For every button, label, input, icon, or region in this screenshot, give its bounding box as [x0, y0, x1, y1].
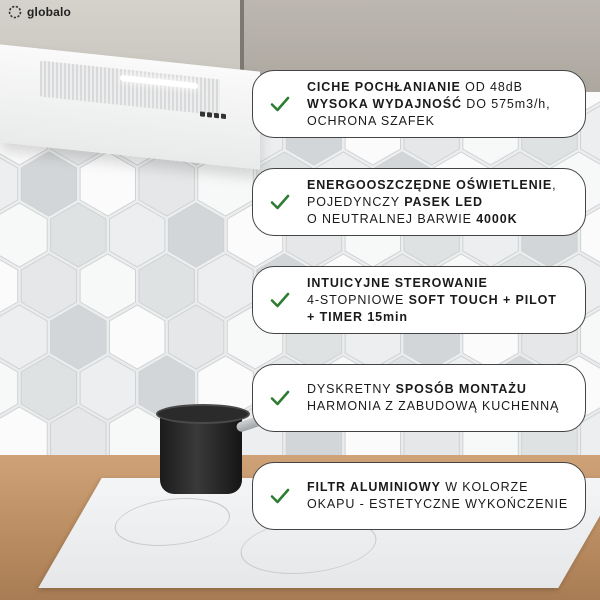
check-icon: [269, 289, 291, 311]
feature-text-bold: INTUICYJNE STEROWANIE: [307, 275, 488, 290]
feature-card: [252, 462, 586, 530]
feature-text: 4-STOPNIOWE: [307, 292, 409, 307]
feature-text: O NEUTRALNEJ BARWIE: [307, 211, 477, 226]
feature-card: [252, 168, 586, 236]
feature-text-bold: WYSOKA WYDAJNOŚĆ: [307, 96, 462, 111]
feature-line: [307, 177, 575, 194]
check-icon: [269, 485, 291, 507]
feature-line: [307, 275, 575, 292]
feature-card: [252, 364, 586, 432]
feature-line: [307, 194, 575, 211]
feature-line: [307, 309, 575, 326]
feature-line: [307, 381, 575, 398]
check-icon: [269, 387, 291, 409]
feature-text: DYSKRETNY: [307, 382, 396, 396]
feature-card: [252, 266, 586, 334]
feature-card: [252, 70, 586, 138]
brand-logo: [8, 5, 71, 19]
feature-line: [307, 398, 575, 415]
feature-text-bold: SPOSÓB MONTAŻU: [395, 382, 527, 396]
brand-name: globalo: [27, 5, 72, 19]
feature-text-bold: PASEK LED: [404, 194, 483, 209]
feature-line: [307, 479, 575, 496]
feature-line: [307, 96, 575, 113]
feature-line: [307, 292, 575, 309]
feature-text: ,: [552, 177, 557, 192]
feature-line: [307, 496, 575, 513]
feature-line: [307, 113, 575, 130]
feature-text: W KOLORZE: [440, 480, 529, 494]
feature-text-bold: + TIMER 15min: [307, 309, 408, 324]
feature-text-bold: CICHE POCHŁANIANIE: [307, 79, 461, 94]
feature-text-bold: FILTR ALUMINIOWY: [307, 480, 441, 494]
check-icon: [269, 93, 291, 115]
feature-text-bold: SOFT TOUCH + PILOT: [408, 292, 557, 307]
feature-text: OCHRONA SZAFEK: [307, 113, 435, 128]
feature-text: OD 48dB: [460, 79, 523, 94]
feature-text: HARMONIA Z ZABUDOWĄ KUCHENNĄ: [307, 399, 560, 413]
feature-text: POJEDYNCZY: [307, 194, 405, 209]
feature-line: [307, 79, 575, 96]
feature-text-bold: 4000K: [476, 211, 518, 226]
feature-text: DO 575m3/h,: [461, 96, 551, 111]
feature-line: [307, 211, 575, 228]
dotted-circle-icon: [8, 5, 22, 19]
check-icon: [269, 191, 291, 213]
feature-text: OKAPU - ESTETYCZNE WYKOŃCZENIE: [307, 497, 569, 511]
feature-text-bold: ENERGOOSZCZĘDNE OŚWIETLENIE: [307, 177, 553, 192]
